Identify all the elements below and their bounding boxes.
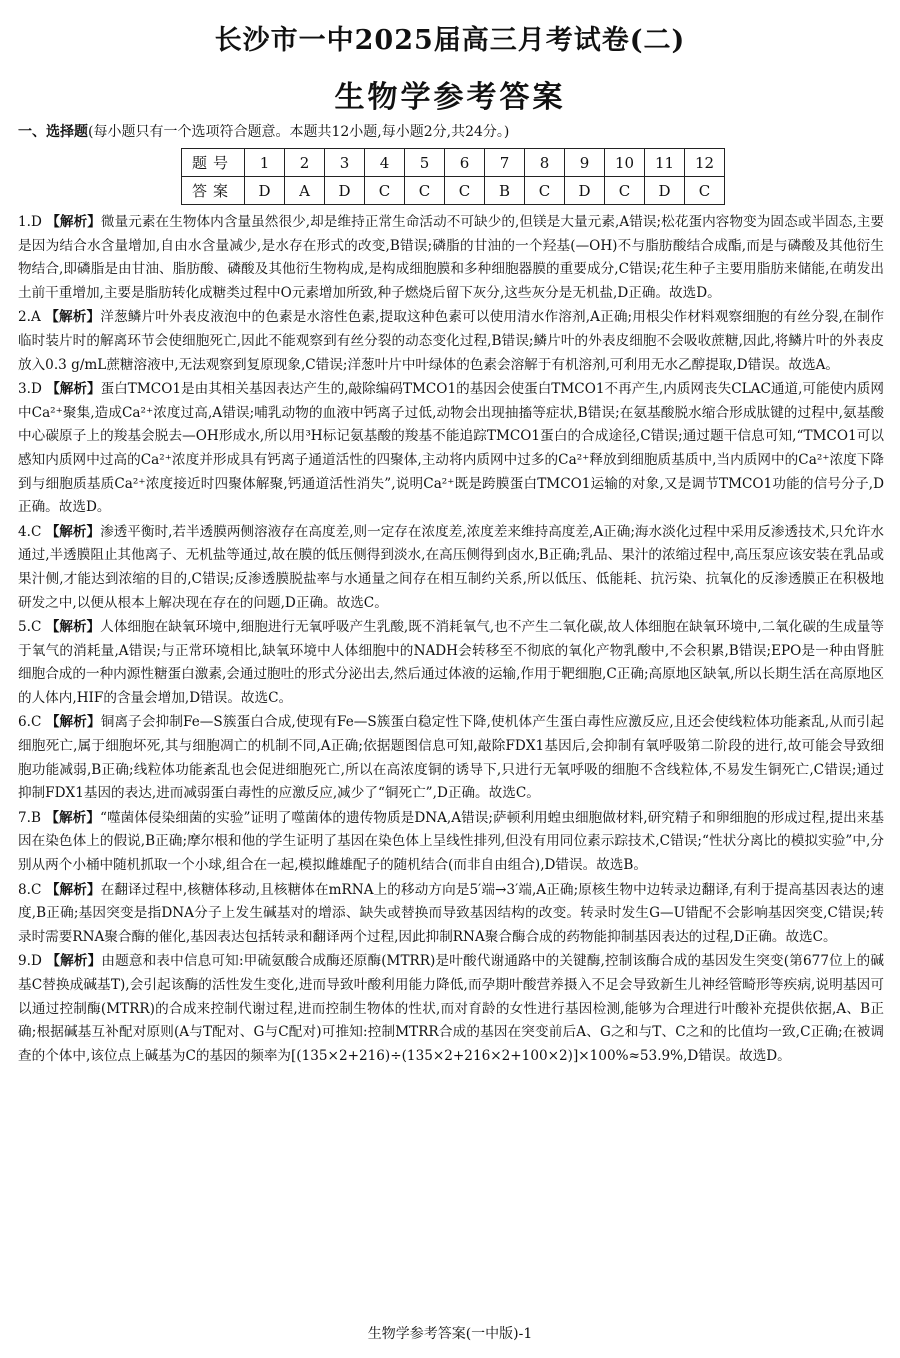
item-number: 4.C	[18, 523, 42, 540]
answer-cell: D	[645, 177, 685, 205]
item-text: “噬菌体侵染细菌的实验”证明了噬菌体的遗传物质是DNA,A错误;萨顿利用蝗虫细胞做材料,研究精子和卵细胞的形成过程,提出来基因在染色体上的假说,B正确;摩尔根和他的学生证明了基因在染色体上呈线性排列,但没有用同位素示踪技术,C错误;“性状分离比的模拟实验”中,分别从两个小桶中随机抓取一个小球,组合在一起,模拟雌雄配子的随机结合(而非自由组合),D错误。故选B。	[18, 809, 884, 874]
analysis-tag: 【解析】	[45, 523, 101, 540]
explanation-list	[18, 211, 884, 1069]
question-number: 4	[365, 149, 405, 177]
item-text: 由题意和表中信息可知:甲硫氨酸合成酶还原酶(MTRR)是叶酸代谢通路中的关键酶,控制该酶合成的基因发生突变(第677位上的碱基C替换成碱基T),会引起该酶的活性发生变化,进而导致叶酸利用能力降低,而孕期叶酸营养摄入不足会导致新生儿神经管畸形等疾病,说明基因可以通过控制酶(MTRR)的合成来控制代谢过程,进而控制生物体的性状,而对育龄的女性进行基因检测,能够为合理进行叶酸补充提供依据,A、B正确;根据碱基互补配对原则(A与T配对、G与C配对)可推知:控制MTRR合成的基因在突变前后A、G之和与T、C之和的比值均一致,C正确;在被调查的个体中,该位点上碱基为C的基因的频率为[(135×2+216)÷(135×2+216×2+100×2)]×100%≈53.9%,D错误。故选D。	[18, 953, 884, 1064]
question-number: 2	[285, 149, 325, 177]
explanation-item	[18, 306, 884, 377]
exam-title: 长沙市一中2025届高三月考试卷(二)	[214, 25, 686, 56]
item-text: 铜离子会抑制Fe—S簇蛋白合成,使现有Fe—S簇蛋白稳定性下降,使机体产生蛋白毒性应激反应,且还会使线粒体功能紊乱,从而引起细胞死亡,属于细胞坏死,其与细胞凋亡的机制不同,A正确;依据题图信息可知,敲除FDX1基因后,会抑制有氧呼吸第二阶段的进行,故可能会导致细胞功能减弱,B正确;线粒体功能紊乱也会促进细胞死亡,所以在高浓度铜的诱导下,只进行无氧呼吸的细胞不含线粒体,不易发生铜死亡,C错误;通过抑制FDX1基因的表达,进而减弱蛋白毒性的应激反应,减少了“铜死亡”,D正确。故选C。	[18, 714, 884, 802]
question-number: 3	[325, 149, 365, 177]
item-number: 6.C	[18, 714, 42, 731]
item-text: 人体细胞在缺氧环境中,细胞进行无氧呼吸产生乳酸,既不消耗氧气,也不产生二氧化碳,故人体细胞在缺氧环境中,二氧化碳的生成量等于氧气的消耗量,A错误;与正常环境相比,缺氧环境中人体细胞中的NADH会转移至不彻底的氧化产物乳酸中,不会积累,B错误;EPO是一种由肾脏细胞合成的一种内源性糖蛋白激素,会通过胞吐的形式分泌出去,然后通过体液的运输,作用于靶细胞,C正确;高原地区缺氧,所以长期生活在高原地区的人体内,HIF的含量会增加,D错误。故选C。	[18, 619, 885, 706]
question-number: 1	[245, 149, 285, 177]
item-number: 7.B	[18, 809, 41, 826]
answer-row	[182, 177, 725, 205]
answer-cell: D	[565, 177, 605, 205]
answer-cell: A	[285, 177, 325, 205]
explanation-item	[18, 378, 884, 520]
item-number: 1.D	[18, 214, 42, 230]
section-heading	[18, 121, 509, 141]
analysis-tag: 【解析】	[45, 881, 101, 898]
analysis-tag: 【解析】	[45, 309, 101, 326]
row-label-number: 题号	[182, 149, 245, 177]
answer-cell: C	[685, 177, 725, 205]
question-number: 8	[525, 149, 565, 177]
answer-cell: C	[365, 177, 405, 205]
question-number: 7	[485, 149, 525, 177]
explanation-item	[18, 711, 884, 805]
item-text: 微量元素在生物体内含量虽然很少,却是维持正常生命活动不可缺少的,但镁是大量元素,A错误;松花蛋内容物变为固态或半固态,主要是因为结合水含量增加,自由水含量减少,是水存在形式的改变,B错误;磷脂的甘油的一个羟基(—OH)不与脂肪酸结合成酯,而是与磷酸及其他衍生物结合,即磷脂是由甘油、脂肪酸、磷酸及其他衍生物构成,是构成细胞膜和多种细胞器膜的重要成分,C错误;花生种子主要用脂肪来储能,在萌发出土前干重增加,主要是脂肪转化成糖类过程中O元素增加所致,种子燃烧后留下灰分,这些灰分是无机盐,D正确。故选D。	[18, 214, 884, 301]
explanation-item	[18, 211, 884, 305]
explanation-item	[18, 521, 884, 615]
row-label-answer: 答案	[182, 177, 245, 205]
question-number: 10	[605, 149, 645, 177]
section-note: (每小题只有一个选项符合题意。本题共12小题,每小题2分,共24分。)	[88, 124, 510, 140]
explanation-item	[18, 616, 884, 710]
explanation-item	[18, 950, 884, 1068]
analysis-tag: 【解析】	[46, 214, 101, 230]
answer-cell: C	[445, 177, 485, 205]
section-label: 一、选择题	[18, 124, 88, 140]
page-footer: 生物学参考答案(一中版)-1	[367, 1326, 533, 1342]
answer-cell: C	[605, 177, 645, 205]
question-number: 12	[685, 149, 725, 177]
item-text: 渗透平衡时,若半透膜两侧溶液存在高度差,则一定存在浓度差,浓度差来维持高度差,A正确;海水淡化过程中采用反渗透技术,只允许水通过,半透膜阻止其他离子、无机盐等通过,故在膜的低压侧得到淡水,在高压侧得到卤水,B正确;乳品、果汁的浓缩过程中,高压泵应该安装在乳品或果汁侧,才能达到浓缩的目的,C错误;反渗透膜脱盐率与水通量之间存在相互制约关系,所以低压、低能耗、抗污染、抗氧化的反渗透膜正在积极地研发之中,以便从根本上解决现在存在的问题,D正确。故选C。	[18, 523, 885, 611]
answer-cell: C	[405, 177, 445, 205]
analysis-tag: 【解析】	[46, 381, 101, 398]
item-number: 8.C	[18, 881, 42, 898]
question-number: 6	[445, 149, 485, 177]
item-number: 5.C	[18, 619, 42, 636]
answer-cell: D	[325, 177, 365, 205]
item-text: 蛋白TMCO1是由其相关基因表达产生的,敲除编码TMCO1的基因会使蛋白TMCO1不再产生,内质网丧失CLAC通道,可能使内质网中Ca²⁺聚集,造成Ca²⁺浓度过高,A错误;哺乳动物的血液中钙离子过低,动物会出现抽搐等症状,B错误;在氨基酸脱水缩合形成肽键的过程中,氨基酸中心碳原子上的羧基会脱去—OH形成水,所以用³H标记氨基酸的羧基不能追踪TMCO1蛋白的合成途径,C错误;通过题干信息可知,“TMCO1可以感知内质网中过高的Ca²⁺浓度并形成具有钙离子通道活性的四聚体,主动将内质网中过多的Ca²⁺释放到细胞质基质中,当内质网中的Ca²⁺浓度下降到与细胞质基质Ca²⁺浓度接近时四聚体解聚,钙通道活性消失”,说明Ca²⁺既是跨膜蛋白TMCO1运输的对象,又是调节TMCO1功能的信号分子,D正确。故选D。	[18, 381, 884, 516]
analysis-tag: 【解析】	[45, 809, 100, 826]
answer-cell: C	[525, 177, 565, 205]
question-number-row	[182, 149, 725, 177]
answer-subtitle: 生物学参考答案	[334, 80, 566, 115]
question-number: 11	[645, 149, 685, 177]
question-number: 5	[405, 149, 445, 177]
question-number: 9	[565, 149, 605, 177]
item-number: 2.A	[18, 309, 41, 326]
answer-cell: B	[485, 177, 525, 205]
answer-cell: D	[245, 177, 285, 205]
item-number: 3.D	[18, 381, 42, 398]
analysis-tag: 【解析】	[45, 714, 101, 731]
item-text: 在翻译过程中,核糖体移动,且核糖体在mRNA上的移动方向是5′端→3′端,A正确;原核生物中边转录边翻译,有利于提高基因表达的速度,B正确;基因突变是指DNA分子上发生碱基对的增添、缺失或替换而导致基因结构的改变。转录时发生G—U错配不会影响基因突变,C错误;转录时需要RNA聚合酶的催化,基因表达包括转录和翻译两个过程,因此抑制RNA聚合酶合成的药物能抑制基因表达的过程,D正确。故选C。	[18, 881, 885, 945]
analysis-tag: 【解析】	[46, 953, 102, 970]
item-text: 洋葱鳞片叶外表皮液泡中的色素是水溶性色素,提取这种色素可以使用清水作溶剂,A正确;用根尖作材料观察细胞的有丝分裂,在制作临时装片时的解离环节会使细胞死亡,因此不能观察到有丝分裂的动态变化过程,B错误;鳞片叶的外表皮细胞不会吸收蔗糖,因此,将鳞片叶的外表皮放入0.3 g/mL蔗糖溶液中,无法观察到复原现象,C错误;洋葱叶片中叶绿体的色素会溶解于有机溶剂,可利用无水乙醇提取,D错误。故选A。	[18, 309, 885, 373]
analysis-tag: 【解析】	[45, 619, 101, 636]
answer-table	[181, 148, 725, 205]
item-number: 9.D	[18, 953, 42, 970]
explanation-item	[18, 879, 884, 950]
explanation-item	[18, 807, 884, 878]
